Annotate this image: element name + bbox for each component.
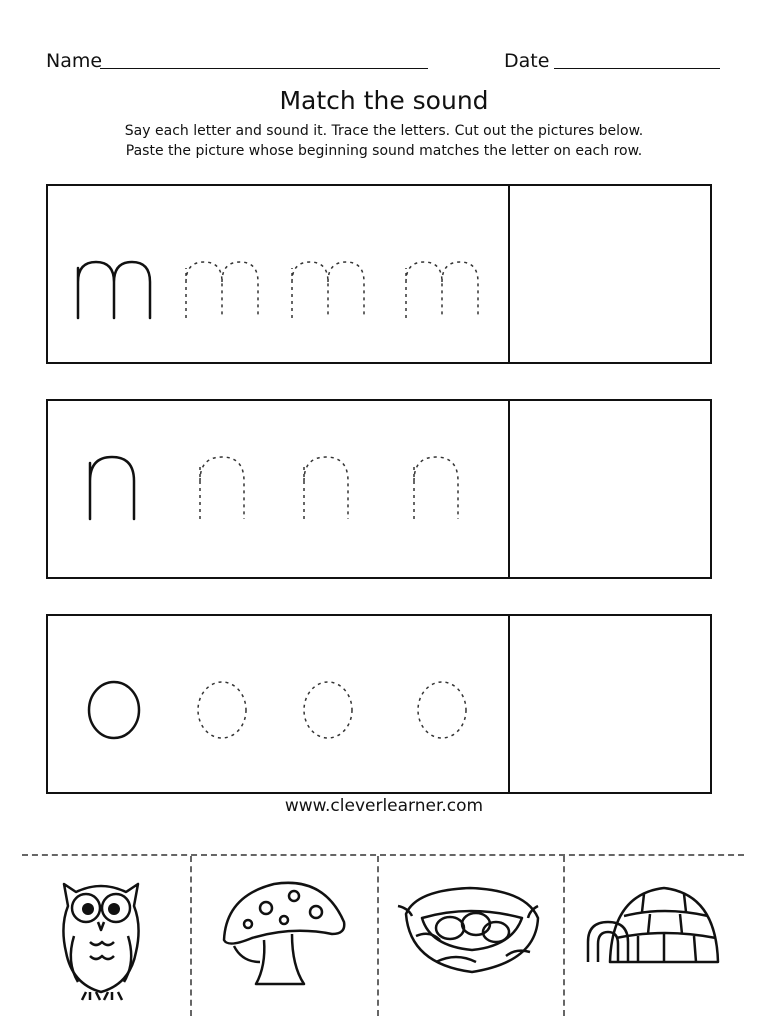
instructions-line-1: Say each letter and sound it. Trace the letters. Cut out the pictures below. [124,123,644,139]
date-label: Date [504,50,550,72]
igloo-icon[interactable] [584,866,724,986]
website-footer: www.cleverlearner.com [284,796,484,816]
cut-line-vertical [377,856,379,1016]
letter-n-tracing [48,401,508,577]
cut-line-vertical [190,856,192,1016]
cut-line [22,854,744,856]
name-field[interactable] [100,68,428,69]
letter-m-tracing [48,186,508,362]
tracing-row-m [46,184,712,364]
worksheet-title: Match the sound [279,86,489,115]
owl-icon[interactable] [46,866,156,1006]
paste-box-o[interactable] [510,616,710,792]
name-label: Name [46,50,103,72]
nest-icon[interactable] [396,866,546,996]
tracing-row-n [46,399,712,579]
paste-box-n[interactable] [510,401,710,577]
date-field[interactable] [554,68,720,69]
mushroom-icon[interactable] [212,866,352,996]
tracing-row-o [46,614,712,794]
instructions-line-2: Paste the picture whose beginning sound matches the letter on each row. [125,143,643,159]
cut-line-vertical [563,856,565,1016]
paste-box-m[interactable] [510,186,710,362]
letter-o-tracing [48,616,508,792]
